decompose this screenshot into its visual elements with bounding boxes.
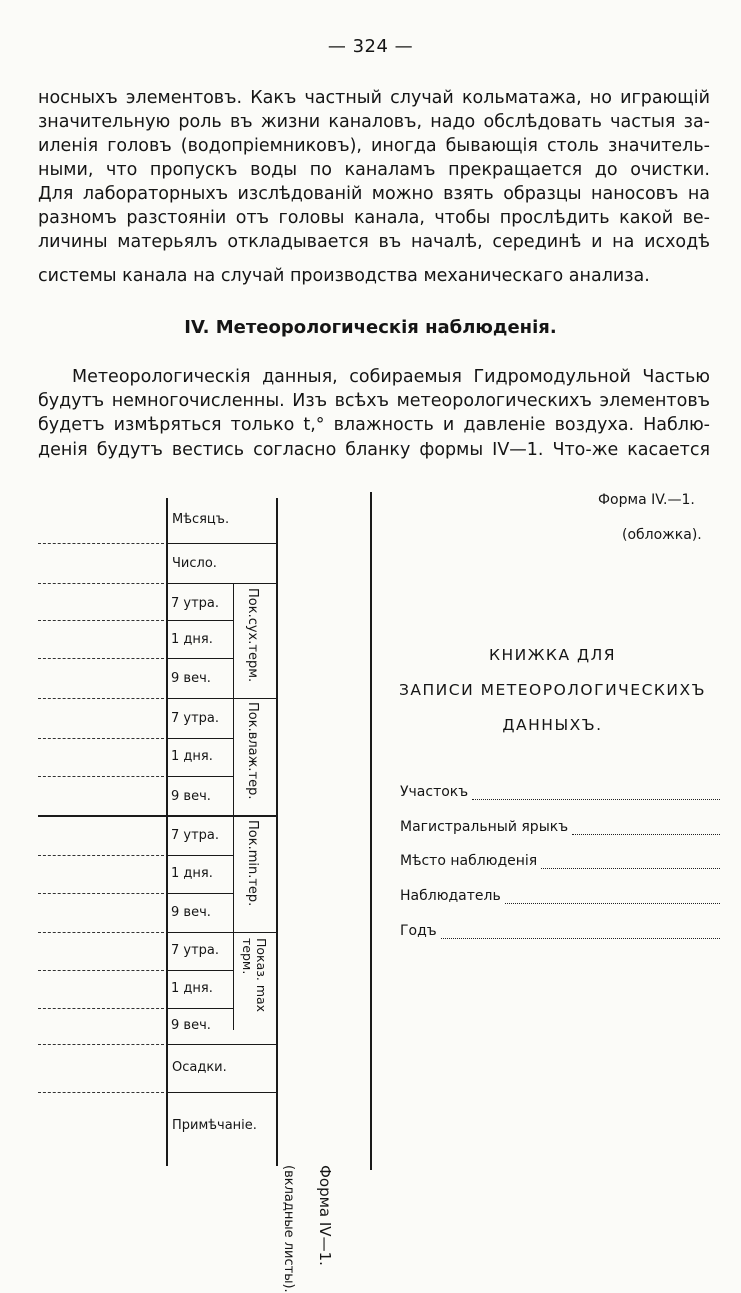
page-number: — 324 — — [327, 36, 414, 57]
text-line: носныхъ элементовъ. Какъ частный случай кольматажа, но играющій — [38, 88, 710, 108]
text-line: Для лабораторныхъ изслѣдованій можно взять образцы наносовъ на — [38, 184, 710, 204]
field-label: Магистральный ярыкъ — [400, 819, 569, 835]
field-year — [400, 923, 720, 939]
max-thermometer-label: Показ. max терм. — [240, 938, 269, 1013]
time-day: 1 дня. — [171, 981, 213, 996]
time-evening: 9 веч. — [171, 1018, 211, 1033]
column-rule — [276, 498, 278, 1166]
note-label: Примѣчаніе. — [172, 1118, 257, 1133]
wet-thermometer-label: Пок.влаж.тер. — [245, 702, 260, 800]
day-label: Число. — [172, 556, 217, 571]
text-line: денія будутъ вестись согласно бланку формы IV—1. Что-же касается — [38, 440, 710, 460]
min-thermometer-label: Пок.min.тер. — [245, 820, 260, 907]
cover-label: (обложка). — [622, 527, 702, 543]
text-line: личины матерьялъ откладывается въ началѣ, серединѣ и на исходѣ — [38, 232, 710, 252]
text-line: будутъ немногочисленны. Изъ всѣхъ метеорологическихъ элементовъ — [38, 391, 710, 411]
insert-caption-text: (вкладные листы). — [281, 1165, 296, 1293]
column-rule — [166, 498, 168, 1166]
text-line: значительную роль въ жизни каналовъ, надо обслѣдовать частыя за- — [38, 112, 710, 132]
column-rule — [370, 492, 372, 1170]
field-observer — [400, 888, 720, 904]
month-label: Мѣсяцъ. — [172, 512, 230, 527]
time-evening: 9 веч. — [171, 905, 211, 920]
field-observation-place — [400, 853, 720, 869]
time-evening: 9 веч. — [171, 671, 211, 686]
field-label: Участокъ — [400, 784, 469, 800]
insert-caption — [281, 1165, 296, 1293]
time-morning: 7 утра. — [171, 711, 220, 726]
book-title-line-2: ЗАПИСИ МЕТЕОРОЛОГИЧЕСКИХЪ — [398, 681, 707, 699]
book-title-line-1: КНИЖКА ДЛЯ — [488, 646, 617, 664]
time-day: 1 дня. — [171, 866, 213, 881]
field-section — [400, 784, 720, 800]
time-day: 1 дня. — [171, 632, 213, 647]
dry-thermometer-label: Пок.сух.терм. — [245, 588, 260, 683]
text-line: системы канала на случай производства механическаго анализа. — [38, 266, 650, 286]
form-caption: Форма IV—1. — [316, 1165, 334, 1266]
text-line: ными, что пропускъ воды по каналамъ прекращается до очистки. — [38, 160, 710, 180]
time-morning: 7 утра. — [171, 943, 220, 958]
form-label: Форма IV.—1. — [598, 492, 695, 508]
time-evening: 9 веч. — [171, 789, 211, 804]
text-line: иленія головъ (водопріемниковъ), иногда бывающія столь значитель- — [38, 136, 710, 156]
time-morning: 7 утра. — [171, 828, 220, 843]
text-line: разномъ разстояніи отъ головы канала, чтобы прослѣдить какой ве- — [38, 208, 710, 228]
field-main-canal — [400, 819, 720, 835]
group-rule — [233, 583, 234, 1030]
time-morning: 7 утра. — [171, 596, 220, 611]
field-label: Наблюдатель — [400, 888, 501, 904]
precipitation-label: Осадки. — [172, 1060, 227, 1075]
time-day: 1 дня. — [171, 749, 213, 764]
book-title-line-3: ДАННЫХЪ. — [502, 716, 603, 734]
text-line: будетъ измѣряться только t,° влажность и давленіе воздуха. Наблю- — [38, 415, 710, 435]
text-line: Метеорологическія данныя, собираемыя Гидромодульной Частью — [72, 367, 710, 387]
field-label: Мѣсто наблюденія — [400, 853, 538, 869]
field-label: Годъ — [400, 923, 437, 939]
section-heading: IV. Метеорологическія наблюденія. — [184, 317, 557, 338]
